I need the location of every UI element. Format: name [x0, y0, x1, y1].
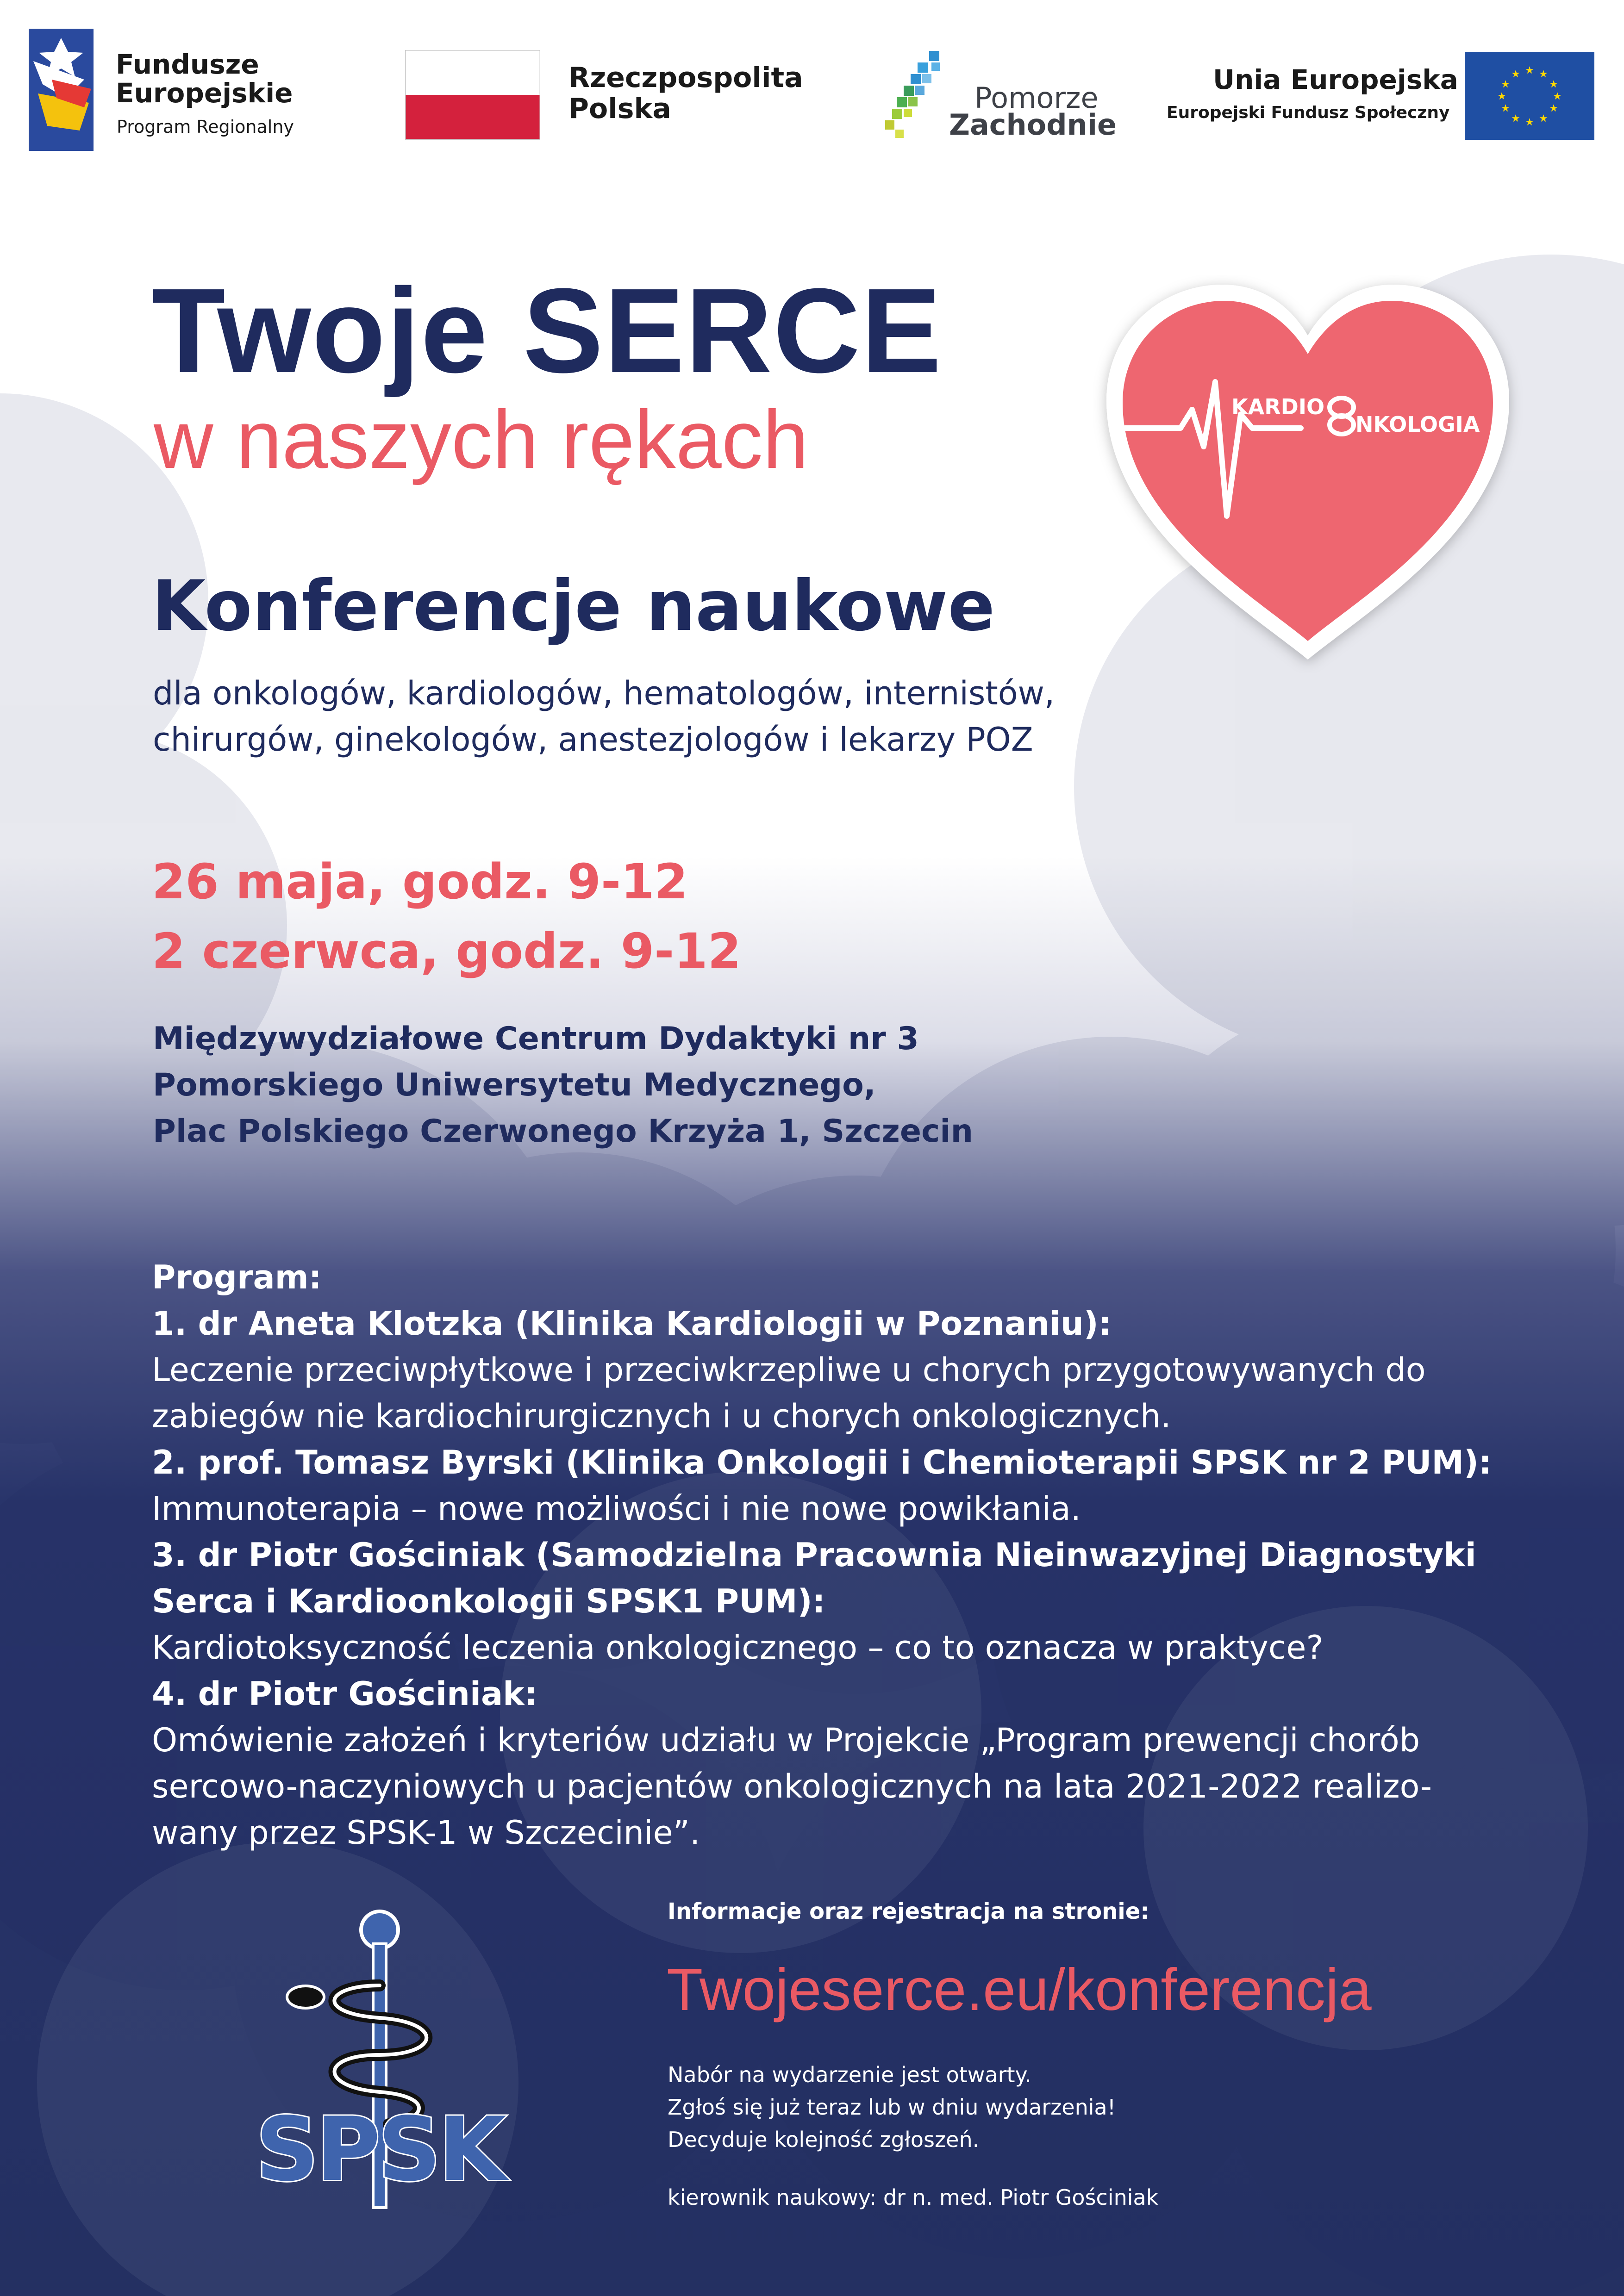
polish-flag-icon	[405, 50, 540, 140]
title-prefix: Twoje	[152, 264, 523, 398]
fe-line3: Program Regionalny	[117, 117, 294, 137]
spsk-logo	[241, 1907, 518, 2212]
rp-line1: Rzeczpospolita	[568, 62, 803, 94]
program-topic: Kardiotoksyczność leczenia onkologicznego – co to oznacza w praktyce?	[152, 1629, 1324, 1667]
spsk-logo-text: SPSK	[255, 2098, 504, 2201]
pz-line1: Pomorze	[974, 81, 1099, 115]
page-title	[152, 261, 942, 400]
program-section	[152, 1254, 1492, 1856]
registration-info	[668, 2059, 1116, 2156]
badge-right-text: NKOLOGIA	[1355, 412, 1480, 437]
svg-text:★: ★	[1525, 117, 1534, 128]
svg-text:★: ★	[1539, 113, 1548, 124]
svg-text:★: ★	[1525, 65, 1534, 76]
conference-heading: Konferencje naukowe	[152, 566, 995, 647]
audience-line: dla onkologów, kardiologów, hematologów, internistów,	[153, 674, 1055, 712]
venue-line: Plac Polskiego Czerwonego Krzyża 1, Szczecin	[153, 1113, 974, 1150]
svg-text:★: ★	[1553, 91, 1562, 102]
title-emphasis: SERCE	[523, 264, 943, 398]
registration-info-line: Zgłoś się już teraz lub w dniu wydarzenia!	[668, 2095, 1116, 2120]
audience-text	[153, 670, 1055, 763]
program-topic: zabiegów nie kardiochirurgicznych i u chorych onkologicznych.	[152, 1397, 1171, 1435]
program-speaker: 3. dr Piotr Gościniak (Samodzielna Pracownia Nieinwazyjnej Diagnostyki	[152, 1536, 1476, 1574]
program-topic: Leczenie przeciwpłytkowe i przeciwkrzepliwe u chorych przygotowywanych do	[152, 1351, 1426, 1389]
venue-line: Międzywydziałowe Centrum Dydaktyki nr 3	[153, 1020, 919, 1057]
scientific-lead: kierownik naukowy: dr n. med. Piotr Gościniak	[668, 2185, 1159, 2210]
program-label: Program:	[152, 1258, 322, 1296]
fe-line1: Fundusze	[116, 49, 259, 80]
venue-line: Pomorskiego Uniwersytetu Medycznego,	[153, 1067, 876, 1103]
svg-text:★: ★	[1497, 91, 1506, 102]
fe-line2: Europejskie	[116, 77, 293, 109]
program-topic: Immunoterapia – nowe możliwości i nie nowe powikłania.	[152, 1490, 1081, 1528]
program-speaker: 2. prof. Tomasz Byrski (Klinika Onkologii i Chemioterapii SPSK nr 2 PUM):	[152, 1444, 1492, 1481]
venue-address	[153, 1016, 973, 1155]
kardioonkologia-heart-logo	[1093, 275, 1523, 673]
svg-text:★: ★	[1539, 68, 1548, 80]
svg-text:★: ★	[1511, 68, 1520, 80]
fe-flag-icon	[29, 29, 94, 151]
registration-info-line: Decyduje kolejność zgłoszeń.	[668, 2127, 980, 2152]
badge-left-text: KARDIO	[1231, 394, 1325, 419]
audience-line: chirurgów, ginekologów, anestezjologów i lekarzy POZ	[153, 721, 1033, 759]
page-subtitle: w naszych rękach	[154, 393, 809, 485]
pz-line2: Zachodnie	[949, 108, 1117, 142]
svg-text:★: ★	[1501, 103, 1510, 114]
date-2: 2 czerwca, godz. 9-12	[152, 923, 742, 979]
program-topic: sercowo-naczyniowych u pacjentów onkologicznych na lata 2021-2022 realizo-	[152, 1767, 1432, 1805]
registration-url[interactable]: Twojeserce.eu/konferencja	[667, 1957, 1372, 2023]
svg-text:★: ★	[1511, 113, 1520, 124]
ue-line1: Unia Europejska	[1213, 64, 1458, 95]
svg-text:★: ★	[1549, 79, 1558, 90]
eu-flag-icon	[1465, 52, 1594, 140]
program-speaker: 1. dr Aneta Klotzka (Klinika Kardiologii w Poznaniu):	[152, 1305, 1112, 1343]
svg-text:★: ★	[1549, 103, 1558, 114]
pomorze-pixels-icon	[885, 51, 955, 143]
registration-info-line: Nabór na wydarzenie jest otwarty.	[668, 2062, 1031, 2087]
program-topic: wany przez SPSK-1 w Szczecinie”.	[152, 1814, 700, 1852]
ue-line2: Europejski Fundusz Społeczny	[1167, 103, 1450, 122]
program-topic: Omówienie założeń i kryteriów udziału w Projekcie „Program prewencji chorób	[152, 1721, 1420, 1759]
rp-line2: Polska	[568, 93, 671, 125]
program-speaker: 4. dr Piotr Gościniak:	[152, 1675, 537, 1713]
program-speaker: Serca i Kardioonkologii SPSK1 PUM):	[152, 1582, 825, 1620]
svg-text:★: ★	[1501, 79, 1510, 90]
registration-label: Informacje oraz rejestracja na stronie:	[668, 1898, 1149, 1924]
date-1: 26 maja, godz. 9-12	[152, 853, 688, 910]
